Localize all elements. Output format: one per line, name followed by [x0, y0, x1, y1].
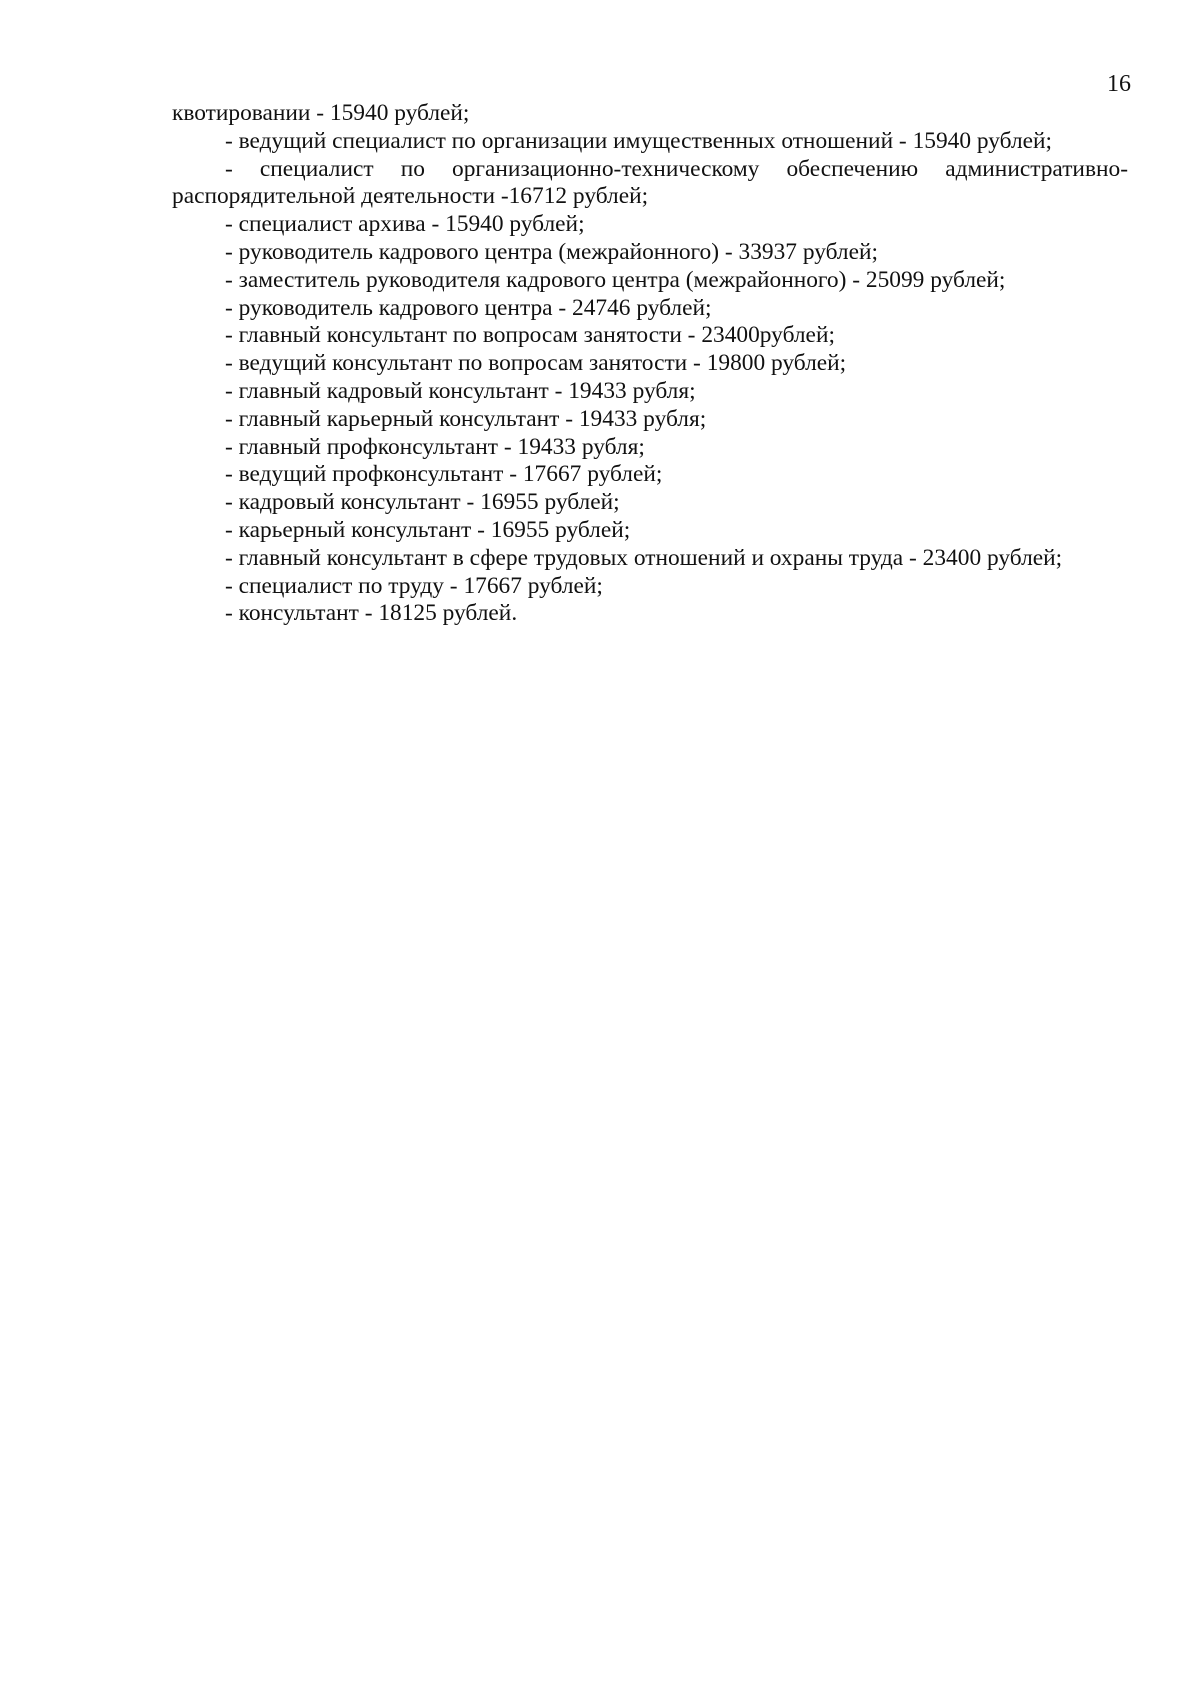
- page-number: 16: [1107, 71, 1131, 97]
- list-item-justified-start: - специалист по организационно-техническому обеспечению административно-: [225, 155, 1128, 182]
- list-item: - кадровый консультант - 16955 рублей;: [225, 489, 620, 516]
- list-item: - ведущий профконсультант - 17667 рублей;: [225, 461, 663, 488]
- list-item: - главный профконсультант - 19433 рубля;: [225, 433, 645, 460]
- list-item: - главный карьерный консультант - 19433 рубля;: [225, 405, 707, 432]
- list-item: - ведущий консультант по вопросам занятости - 19800 рублей;: [225, 350, 847, 377]
- list-item: - специалист по труду - 17667 рублей;: [225, 572, 603, 599]
- list-item: - заместитель руководителя кадрового центра (межрайонного) - 25099 рублей;: [225, 266, 1006, 293]
- list-item: - специалист архива - 15940 рублей;: [225, 211, 585, 238]
- document-body: [172, 100, 1128, 628]
- list-item: - карьерный консультант - 16955 рублей;: [225, 516, 631, 543]
- list-item: - консультант - 18125 рублей.: [225, 600, 518, 627]
- list-item: - главный кадровый консультант - 19433 рубля;: [225, 377, 696, 404]
- list-item: - руководитель кадрового центра - 24746 рублей;: [225, 294, 712, 321]
- list-item: - ведущий специалист по организации имущественных отношений - 15940 рублей;: [225, 127, 1053, 154]
- list-item: - главный консультант по вопросам занятости - 23400рублей;: [225, 322, 835, 349]
- list-item: - руководитель кадрового центра (межрайонного) - 33937 рублей;: [225, 238, 878, 265]
- list-item: - главный консультант в сфере трудовых отношений и охраны труда - 23400 рублей;: [225, 544, 1063, 571]
- list-item-continuation: распорядительной деятельности -16712 рублей;: [172, 183, 649, 210]
- continued-text-line: квотировании - 15940 рублей;: [172, 100, 470, 126]
